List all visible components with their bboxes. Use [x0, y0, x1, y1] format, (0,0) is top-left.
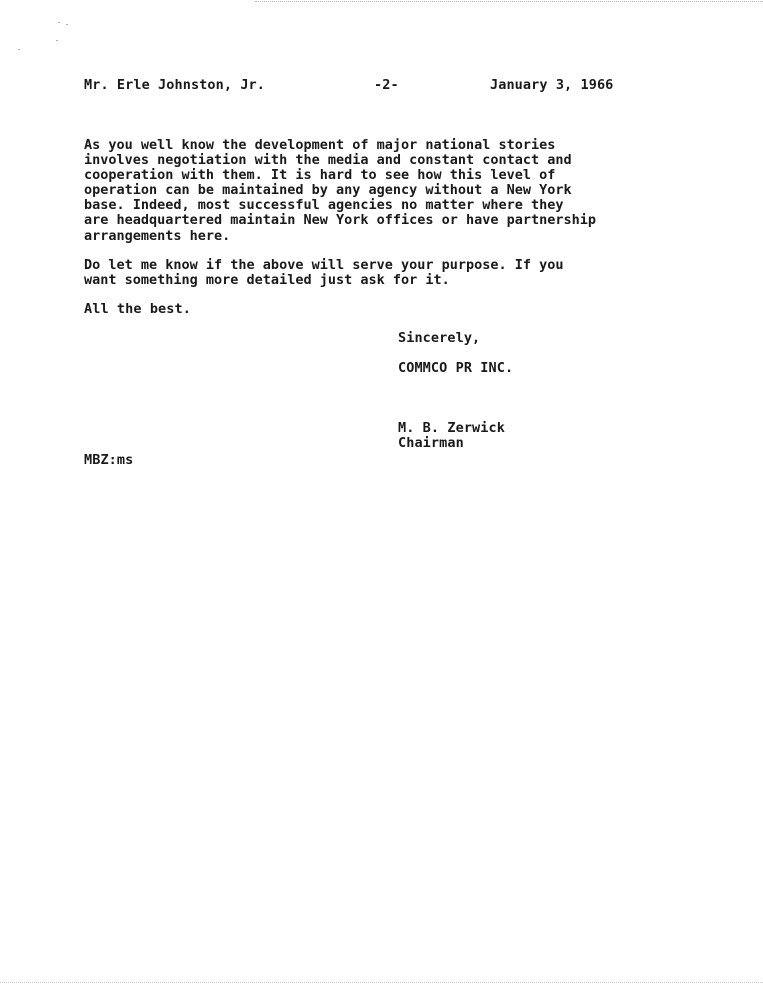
body-paragraph-1: As you well know the development of major national stories involves negotiation with the media and constant contact and cooperation with them. It is hard to see how this level of operation can be maintained by any agency without a New York base. Indeed, most successful agencies no matter where they are headquartered maintain New York offices or have partnership arrangements here. [84, 137, 597, 244]
letter-date: January 3, 1966 [490, 77, 614, 93]
reference-initials: MBZ:ms [84, 452, 134, 468]
closing-line: All the best. [84, 301, 191, 317]
scan-speck [66, 24, 68, 25]
page-number: -2- [374, 77, 399, 93]
top-scan-edge [255, 1, 763, 2]
scan-speck [58, 22, 60, 23]
scan-speck [18, 49, 20, 50]
recipient-name: Mr. Erle Johnston, Jr. [84, 77, 266, 93]
bottom-scan-edge [0, 982, 763, 983]
signer-title: Chairman [398, 435, 464, 451]
body-paragraph-2: Do let me know if the above will serve your purpose. If you want something more detailed just ask for it. [84, 257, 564, 289]
valediction: Sincerely, [398, 330, 481, 346]
signer-name: M. B. Zerwick [398, 420, 505, 436]
company-name: COMMCO PR INC. [398, 360, 514, 376]
scan-speck [56, 40, 58, 41]
